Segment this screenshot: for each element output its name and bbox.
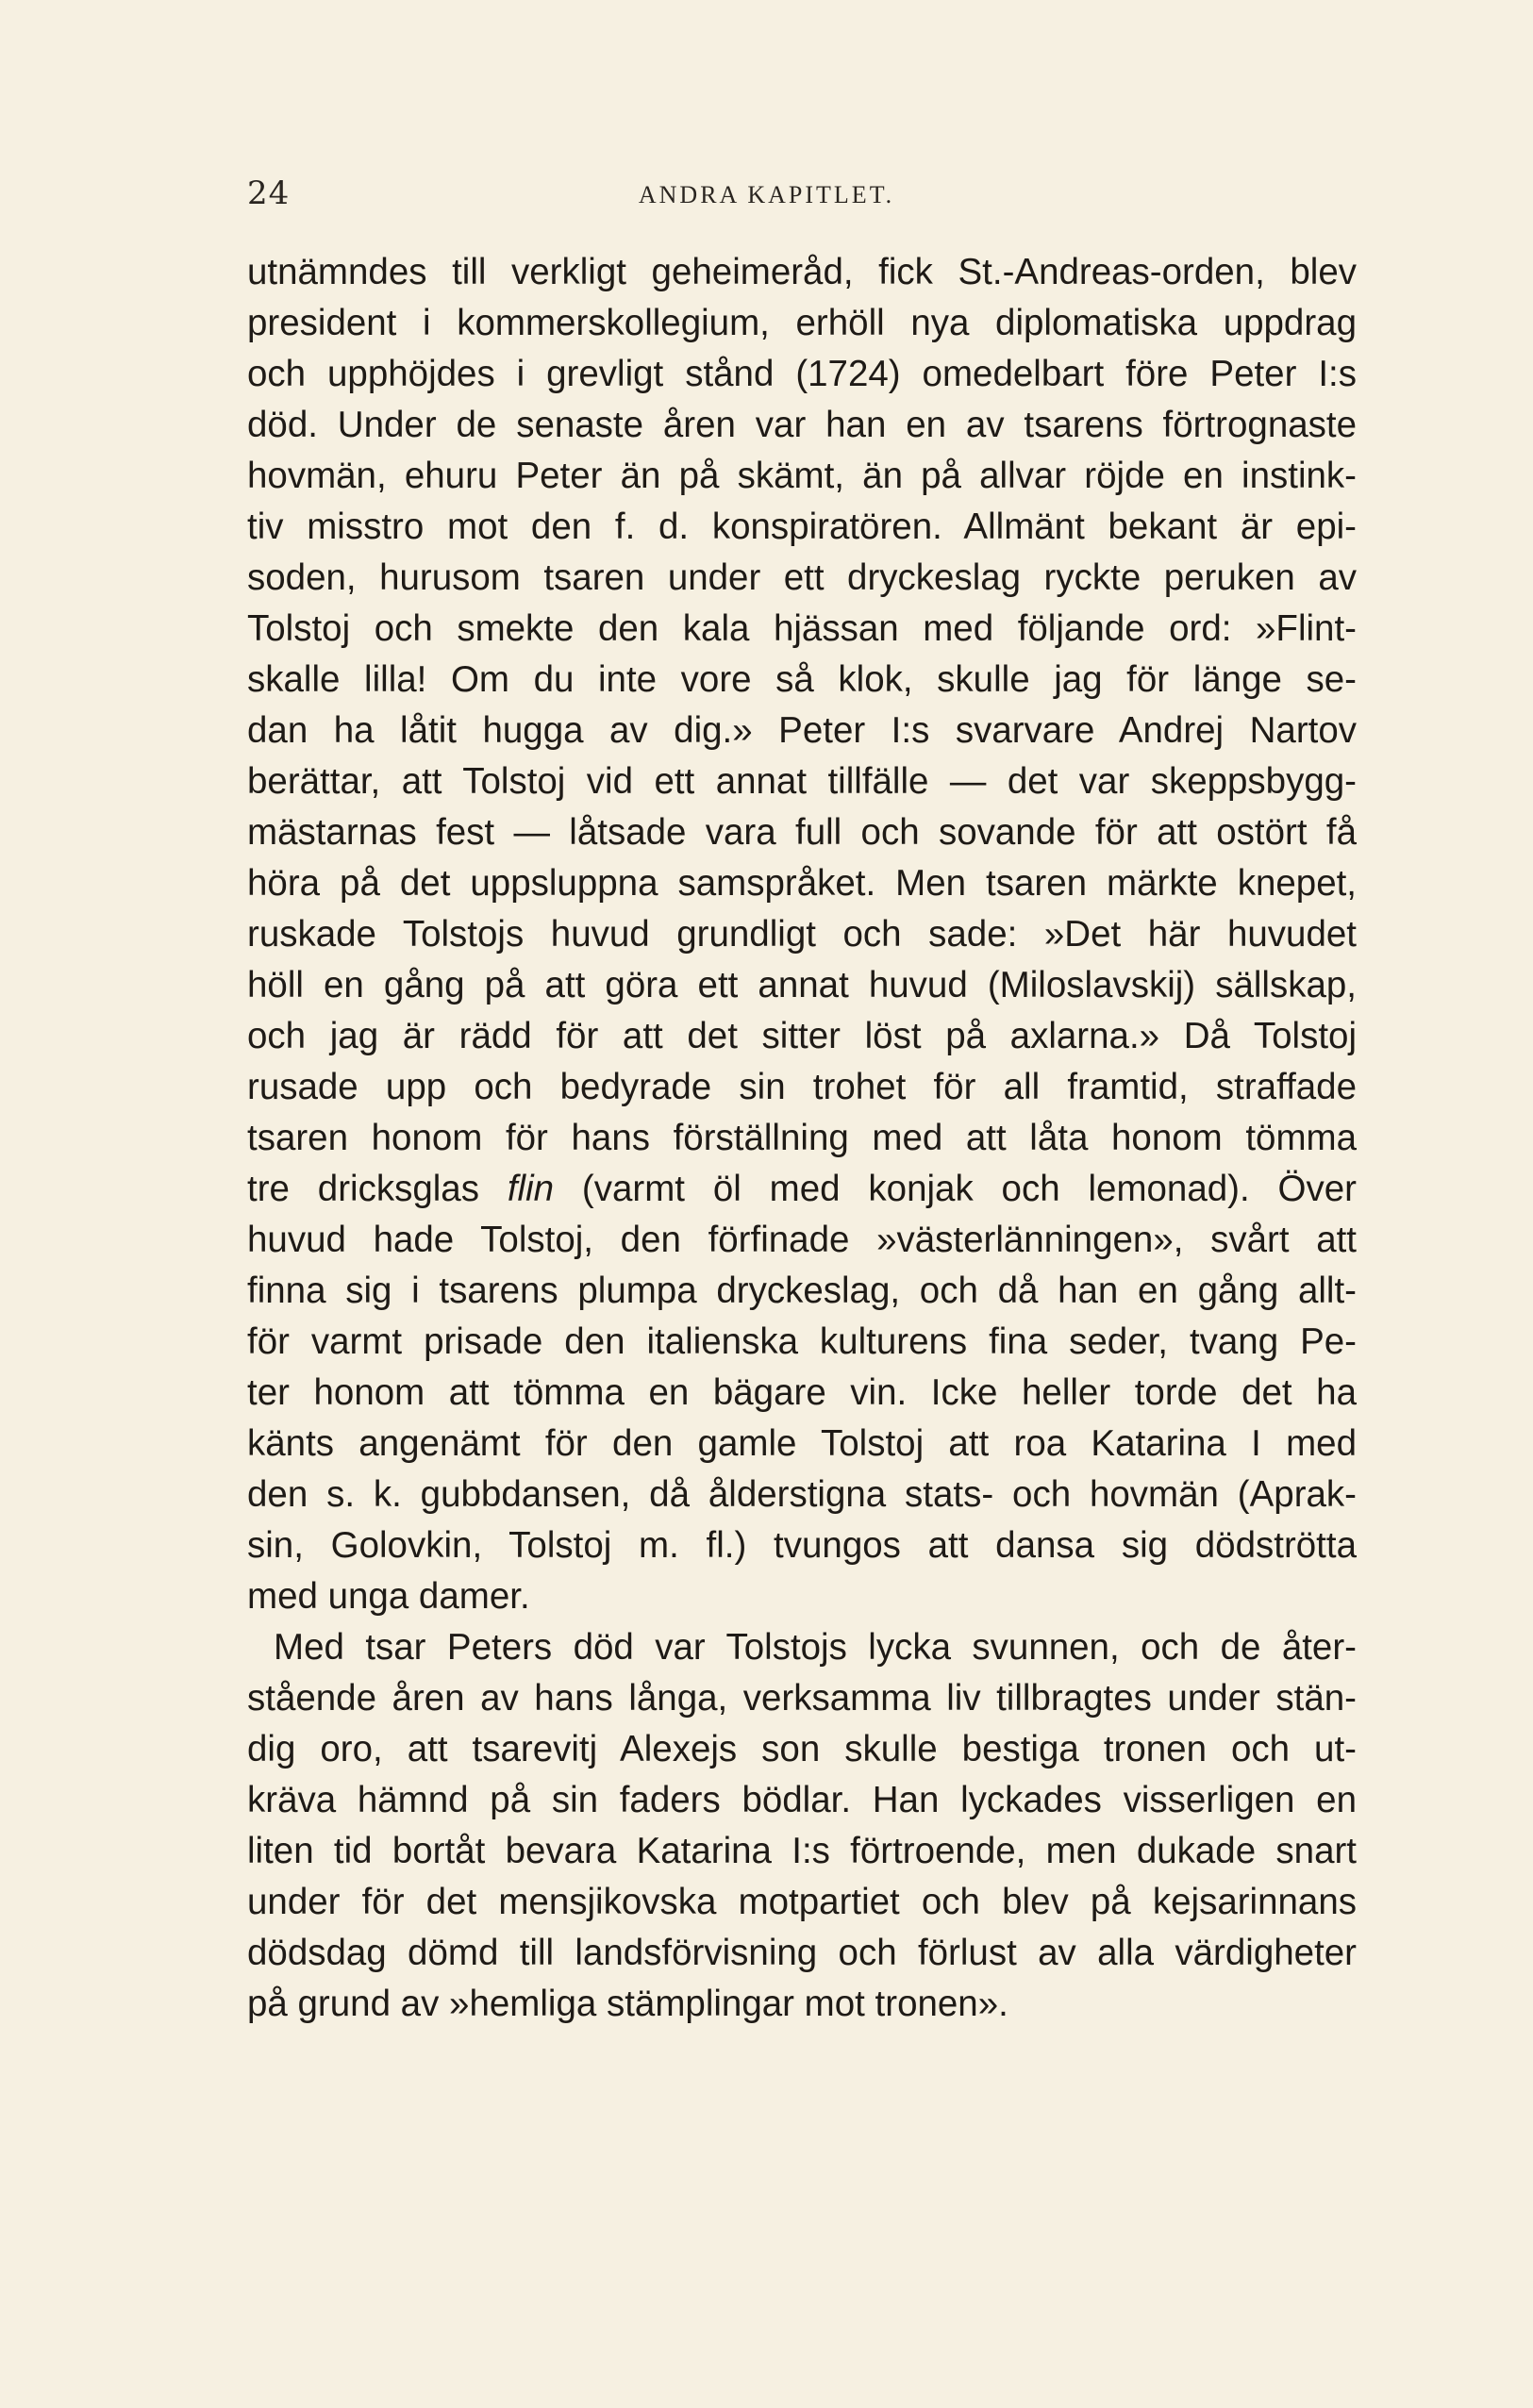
text-line: död. Under de senaste åren var han en av tsarens förtrognaste (247, 405, 1357, 445)
text-line: tiv misstro mot den f. d. konspiratören. Allmänt bekant är epi- (247, 507, 1357, 547)
text-line: kräva hämnd på sin faders bödlar. Han lyckades visserligen en (247, 1780, 1357, 1820)
text-line: president i kommerskollegium, erhöll nya diplomatiska uppdrag (247, 303, 1357, 343)
text-line: med unga damer. (247, 1576, 530, 1617)
text-line: och jag är rädd för att det sitter löst på axlarna.» Då Tolstoj (247, 1016, 1357, 1056)
text-line: höra på det uppsluppna samspråket. Men tsaren märkte knepet, (247, 863, 1357, 904)
text-line: rusade upp och bedyrade sin trohet för all framtid, straffade (247, 1067, 1357, 1107)
text-segment: (varmt öl med konjak och lemonad). Över (554, 1169, 1357, 1209)
text-line: den s. k. gubbdansen, då ålderstigna stats- och hovmän (Aprak- (247, 1474, 1357, 1515)
text-line: tsaren honom för hans förställning med att låta honom tömma (247, 1118, 1357, 1158)
text-line: dan ha låtit hugga av dig.» Peter I:s svarvare Andrej Nartov (247, 710, 1357, 751)
text-segment: tre dricksglas (247, 1169, 508, 1209)
text-line: Med tsar Peters död var Tolstojs lycka svunnen, och de åter- (274, 1627, 1357, 1668)
text-line: finna sig i tsarens plumpa dryckeslag, och då han en gång allt- (247, 1270, 1357, 1311)
text-line: sin, Golovkin, Tolstoj m. fl.) tvungos att dansa sig dödströtta (247, 1525, 1357, 1566)
running-head: ANDRA KAPITLET. (638, 181, 895, 208)
text-line: soden, hurusom tsaren under ett dryckeslag ryckte peruken av (247, 557, 1357, 598)
text-line: utnämndes till verkligt geheimeråd, fick St.-Andreas-orden, blev (247, 252, 1357, 292)
text-line: känts angenämt för den gamle Tolstoj att roa Katarina I med (247, 1423, 1357, 1464)
text-line: skalle lilla! Om du inte vore så klok, skulle jag för länge se- (247, 659, 1357, 700)
text-line: för varmt prisade den italienska kulturens fina seder, tvang Pe- (247, 1321, 1357, 1362)
text-line: höll en gång på att göra ett annat huvud (Miloslavskij) sällskap, (247, 965, 1357, 1005)
text-line: dig oro, att tsarevitj Alexejs son skulle bestiga tronen och ut- (247, 1729, 1357, 1769)
text-line-italic (247, 1164, 1357, 1215)
italic-word: flin (507, 1169, 555, 1209)
text-line: huvud hade Tolstoj, den förfinade »västerlänningen», svårt att (247, 1220, 1357, 1260)
text-line: ruskade Tolstojs huvud grundligt och sade: »Det här huvudet (247, 914, 1357, 955)
text-line: stående åren av hans långa, verksamma liv tillbragtes under stän- (247, 1678, 1357, 1719)
text-line: mästarnas fest — låtsade vara full och sovande för att ostört få (247, 812, 1357, 853)
text-line: berättar, att Tolstoj vid ett annat tillfälle — det var skeppsbygg- (247, 761, 1357, 802)
text-line: liten tid bortåt bevara Katarina I:s förtroende, men dukade snart (247, 1831, 1357, 1871)
text-line: hovmän, ehuru Peter än på skämt, än på allvar röjde en instink- (247, 456, 1357, 496)
text-line: Tolstoj och smekte den kala hjässan med följande ord: »Flint- (247, 608, 1357, 649)
text-line: dödsdag dömd till landsförvisning och förlust av alla värdigheter (247, 1933, 1357, 1973)
text-line: under för det mensjikovska motpartiet och blev på kejsarinnans (247, 1882, 1357, 1922)
text-line: på grund av »hemliga stämplingar mot tronen». (247, 1984, 1008, 2024)
body-text (247, 247, 1357, 2030)
text-line: och upphöjdes i grevligt stånd (1724) omedelbart före Peter I:s (247, 354, 1357, 394)
text-line: ter honom att tömma en bägare vin. Icke heller torde det ha (247, 1372, 1357, 1413)
page-number: 24 (247, 174, 291, 212)
